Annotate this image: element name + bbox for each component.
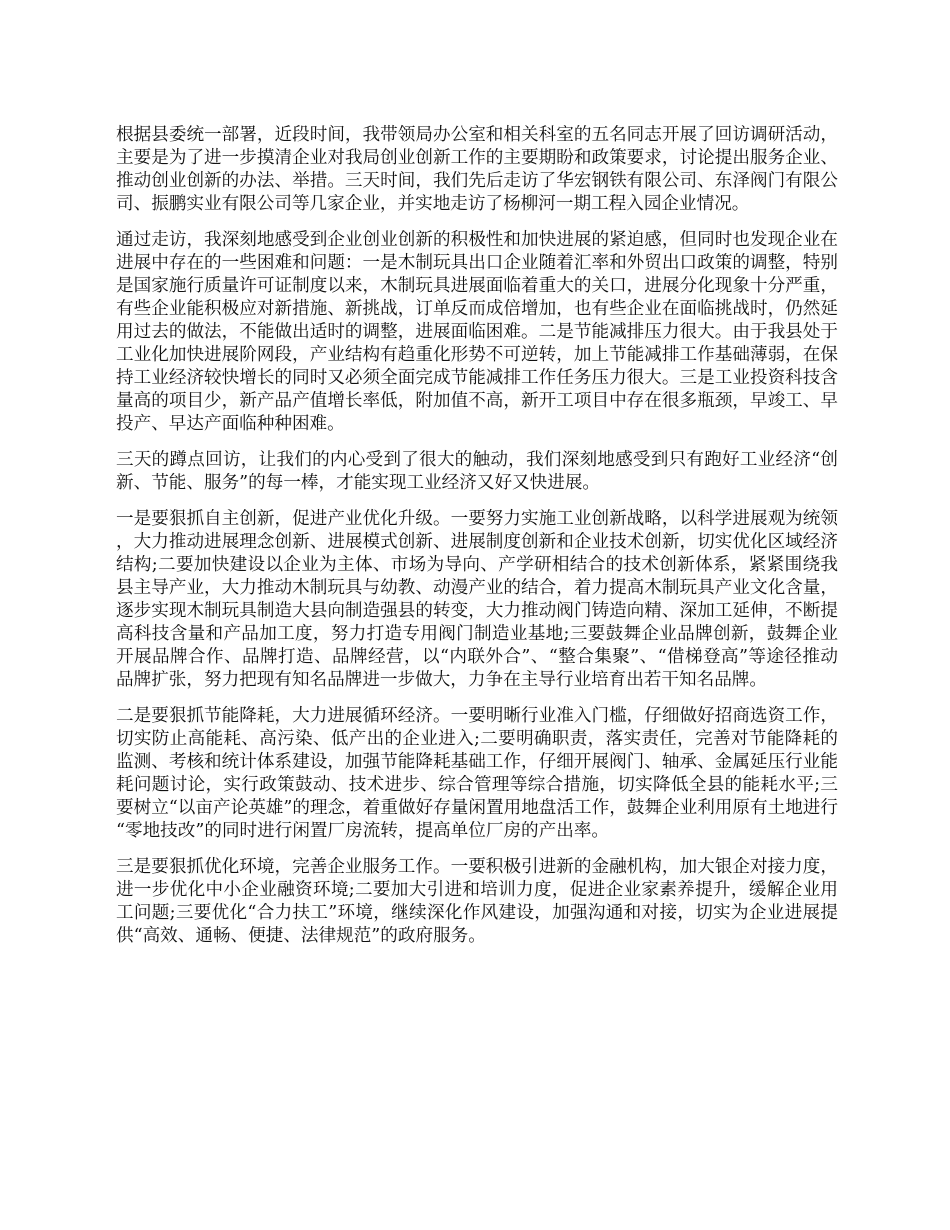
paragraph-innovation: 一是要狠抓自主创新，促进产业优化升级。一要努力实施工业创新战略，以科学进展观为统领，大力推动进展理念创新、进展模式创新、进展制度创新和企业技术创新，切实优化区域经济结构;二要加快建设以企业为主体、市场为导向、产学研相结合的技术创新体系，紧紧围绕我县主导产业，大力推动木制玩具与幼教、动漫产业的结合，着力提高木制玩具产业文化含量，逐步实现木制玩具制造大县向制造强县的转变，大力推动阀门铸造向精、深加工延伸，不断提高科技含量和产品加工度，努力打造专用阀门制造业基地;三要鼓舞企业品牌创新，鼓舞企业开展品牌合作、品牌打造、品牌经营，以“内联外合”、“整合集聚”、“借梯登高”等途径推动品牌扩张，努力把现有知名品牌进一步做大，力争在主导行业培育出若干知名品牌。 [116, 509, 838, 690]
paragraph-environment: 三是要狠抓优化环境，完善企业服务工作。一要积极引进新的金融机构，加大银企对接力度，进一步优化中小企业融资环境;二要加大引进和培训力度，促进企业家素养提升，缓解企业用工问题;三要优化“合力扶工”环境，继续深化作风建设，加强沟通和对接，切实为企业进展提供“高效、通畅、便捷、法律规范”的政府服务。 [116, 857, 838, 946]
document-body [116, 124, 838, 961]
paragraph-intro: 根据县委统一部署，近段时间，我带领局办公室和相关科室的五名同志开展了回访调研活动，主要是为了进一步摸清企业对我局创业创新工作的主要期盼和政策要求，讨论提出服务企业、推动创业创新的办法、举措。三天时间，我们先后走访了华宏钢铁有限公司、东泽阀门有限公司、振鹏实业有限公司等几家企业，并实地走访了杨柳河一期工程入园企业情况。 [116, 125, 838, 214]
paragraph-energy-saving: 二是要狠抓节能降耗，大力进展循环经济。一要明晰行业准入门槛，仔细做好招商选资工作，切实防止高能耗、高污染、低产出的企业进入;二要明确职责，落实责任，完善对节能降耗的监测、考核和统计体系建设，加强节能降耗基础工作，仔细开展阀门、轴承、金属延压行业能耗问题讨论，实行政策鼓动、技术进步、综合管理等综合措施，切实降低全县的能耗水平;三要树立“以亩产论英雄”的理念，着重做好存量闲置用地盘活工作，鼓舞企业利用原有土地进行“零地技改”的同时进行闲置厂房流转，提高单位厂房的产出率。 [116, 706, 838, 841]
paragraph-reflection: 三天的蹲点回访，让我们的内心受到了很大的触动，我们深刻地感受到只有跑好工业经济“创新、节能、服务”的每一棒，才能实现工业经济又好又快进展。 [116, 450, 838, 493]
paragraph-findings: 通过走访，我深刻地感受到企业创业创新的积极性和加快进展的紧迫感，但同时也发现企业在进展中存在的一些困难和问题：一是木制玩具出口企业随着汇率和外贸出口政策的调整，特别是国家施行质量许可证制度以来，木制玩具进展面临着重大的关口，进展分化现象十分严重，有些企业能积极应对新措施、新挑战，订单反而成倍增加，也有些企业在面临挑战时，仍然延用过去的做法，不能做出适时的调整，进展面临困难。二是节能减排压力很大。由于我县处于工业化加快进展阶网段，产业结构有趋重化形势不可逆转，加上节能减排工作基础薄弱，在保持工业经济较快增长的同时又必须全面完成节能减排工作任务压力很大。三是工业投资科技含量高的项目少，新产品产值增长率低，附加值不高，新开工项目中存在很多瓶颈，早竣工、早投产、早达产面临种种困难。 [116, 230, 838, 434]
